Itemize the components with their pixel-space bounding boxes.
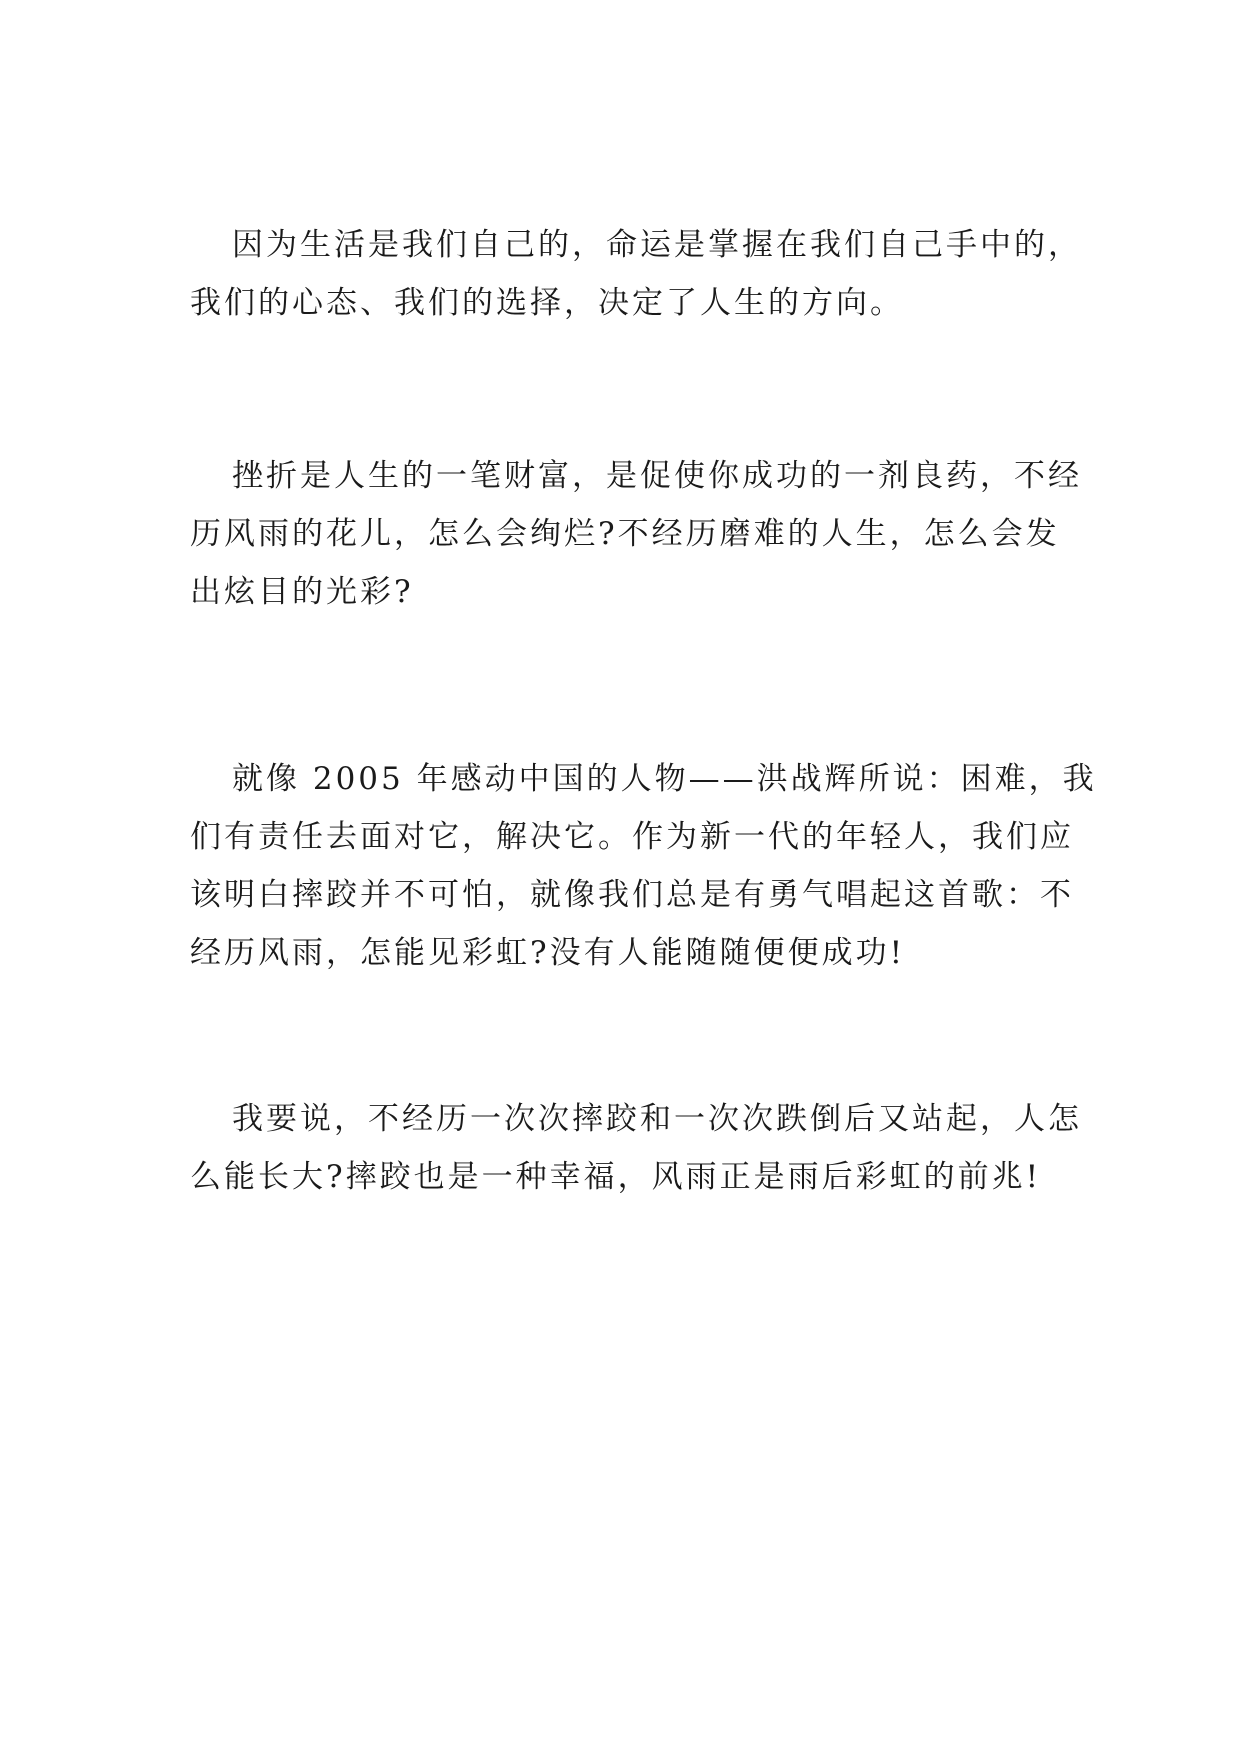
paragraph-line: 因为生活是我们自己的，命运是掌握在我们自己手中的，: [232, 227, 1082, 263]
paragraph-1: [190, 216, 1082, 332]
paragraph-line: 么能长大?摔跤也是一种幸福，风雨正是雨后彩虹的前兆!: [190, 1159, 1042, 1195]
paragraph-line: 历风雨的花儿，怎么会绚烂?不经历磨难的人生，怎么会发: [190, 516, 1060, 552]
paragraph-3: [190, 750, 1097, 982]
paragraph-line: 就像 2005 年感动中国的人物——洪战辉所说：困难，我: [232, 761, 1097, 797]
paragraph-line: 出炫目的光彩?: [190, 574, 414, 610]
paragraph-line: 我要说，不经历一次次摔跤和一次次跌倒后又站起，人怎: [232, 1101, 1082, 1137]
paragraph-line: 挫折是人生的一笔财富，是促使你成功的一剂良药，不经: [232, 458, 1082, 494]
paragraph-2: [190, 447, 1082, 621]
paragraph-4: [190, 1090, 1082, 1206]
paragraph-line: 经历风雨，怎能见彩虹?没有人能随随便便成功!: [190, 935, 906, 971]
paragraph-line: 我们的心态、我们的选择，决定了人生的方向。: [190, 285, 904, 321]
paragraph-line: 该明白摔跤并不可怕，就像我们总是有勇气唱起这首歌：不: [190, 877, 1074, 913]
paragraph-line: 们有责任去面对它，解决它。作为新一代的年轻人，我们应: [190, 819, 1074, 855]
